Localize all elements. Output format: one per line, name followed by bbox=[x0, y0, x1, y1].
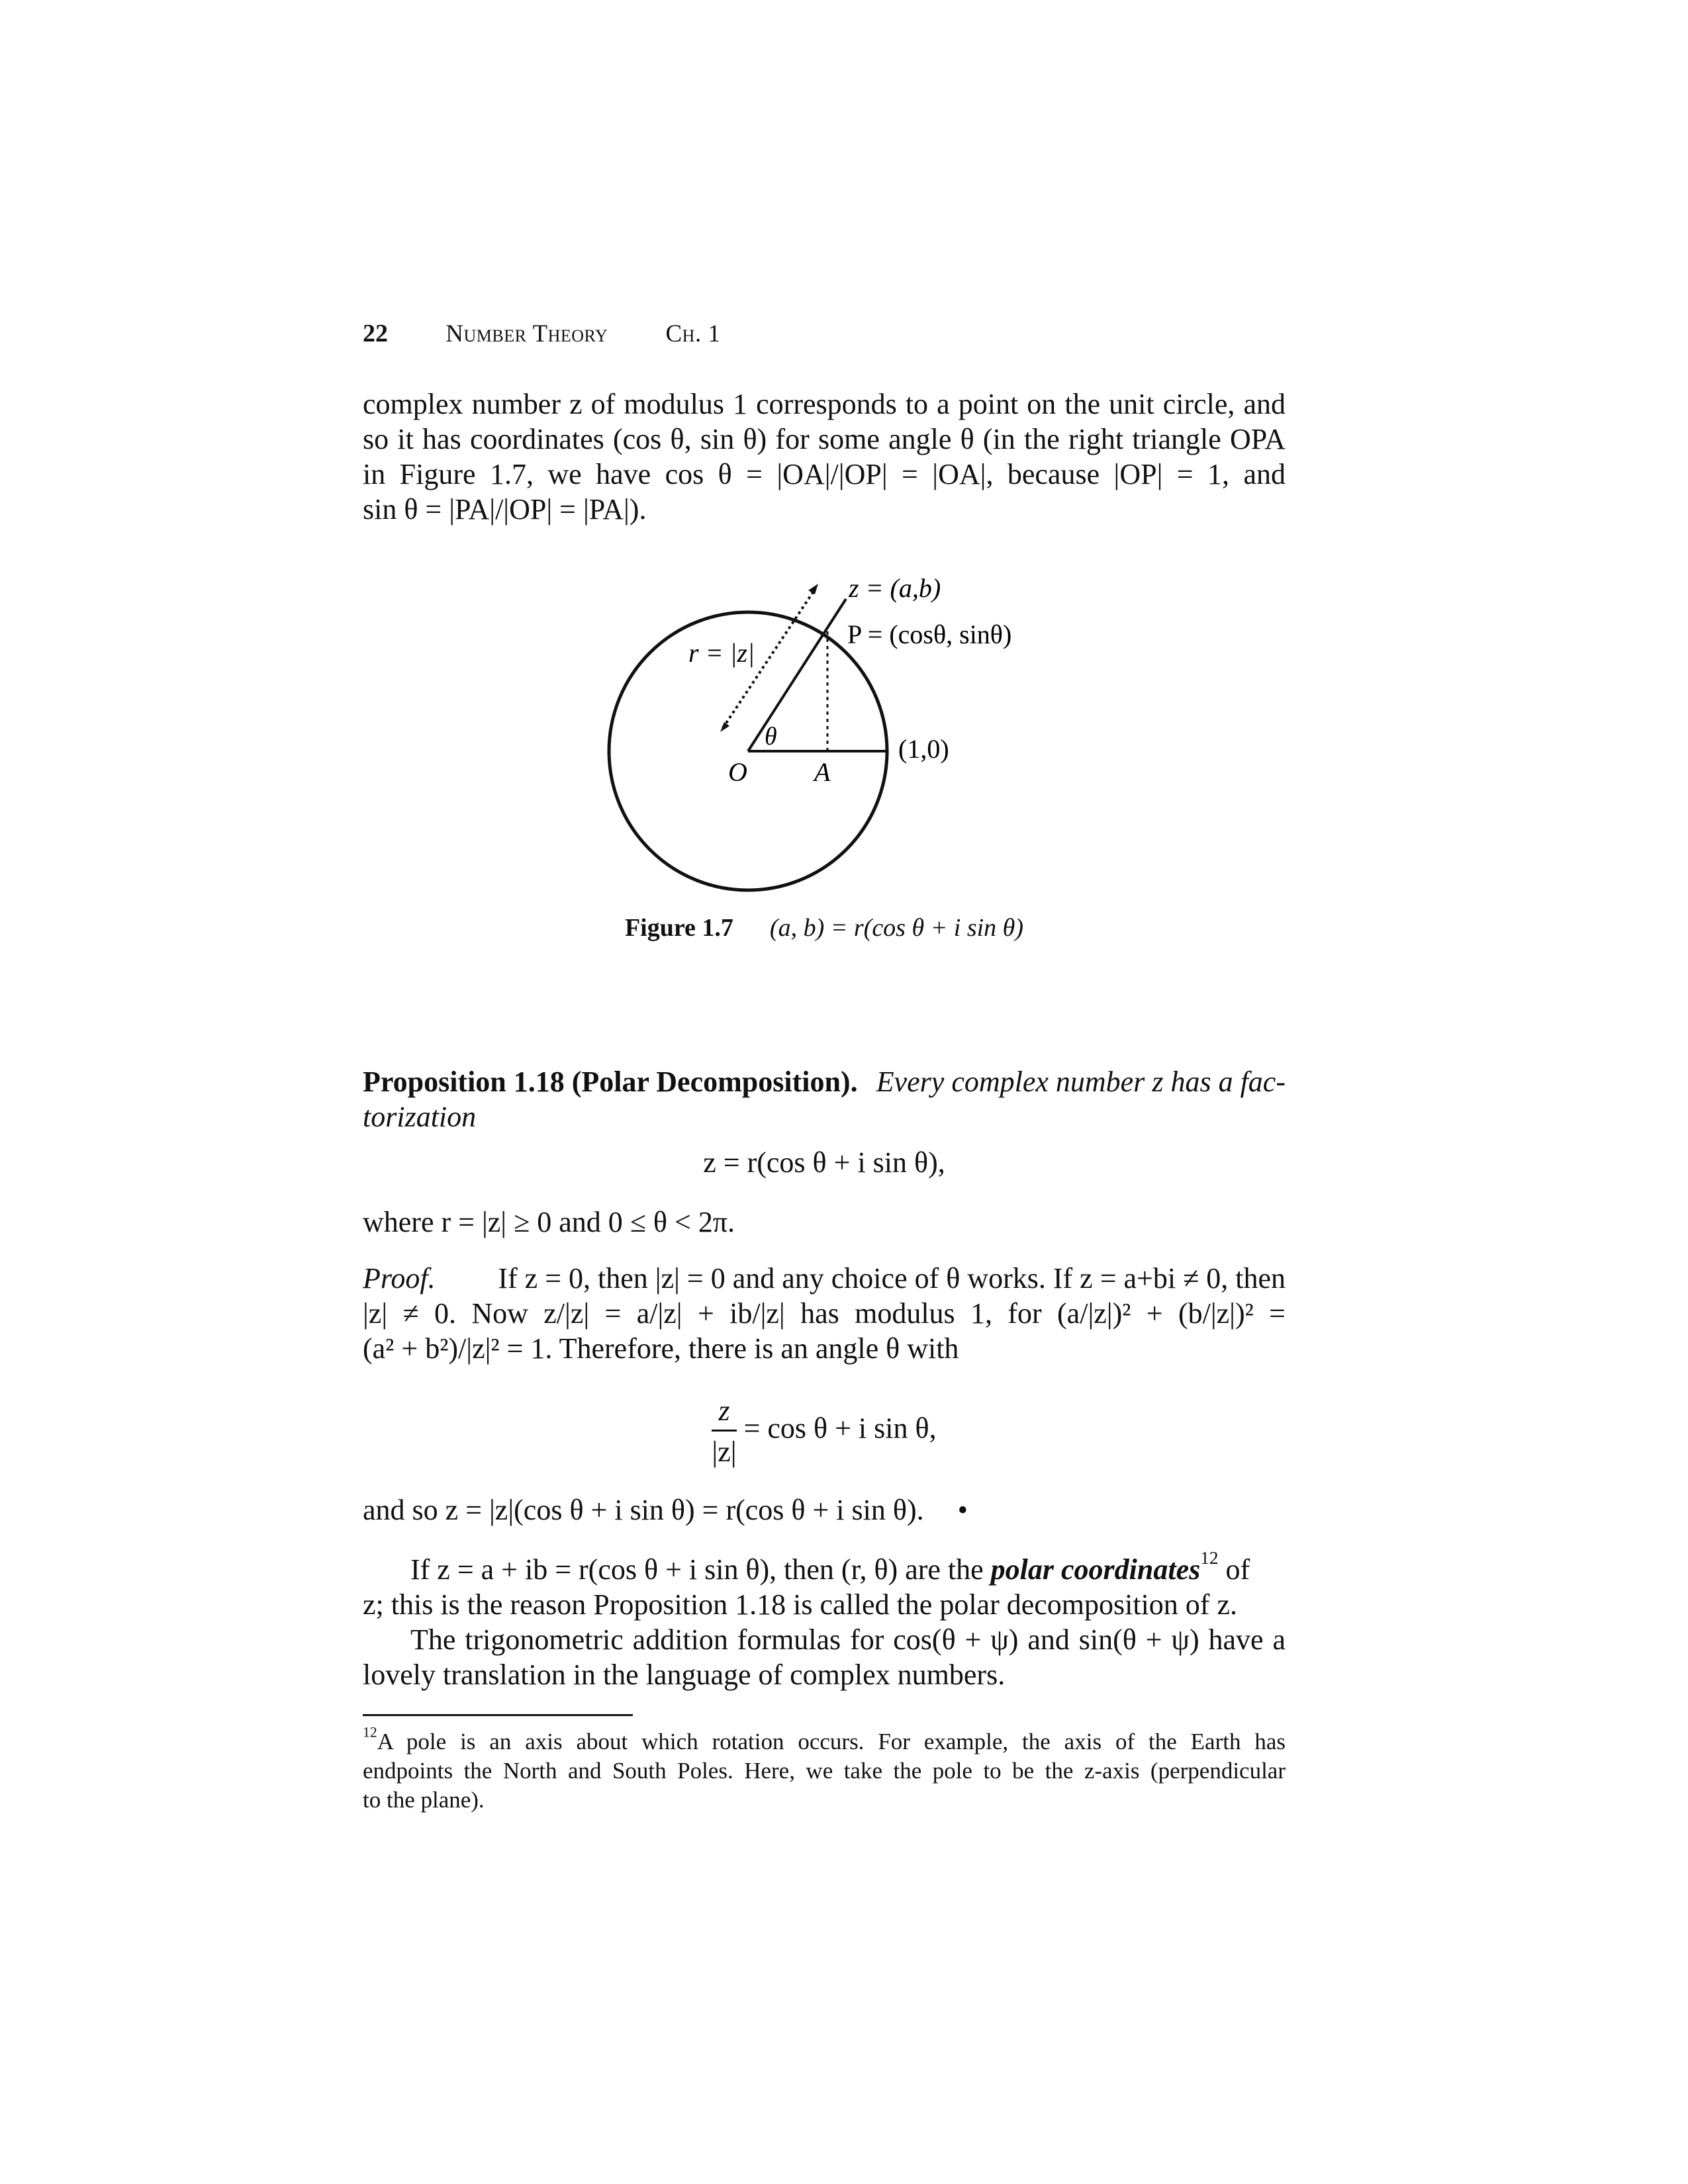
text-line: torization bbox=[363, 1101, 477, 1133]
text-line: complex number z of modulus 1 corresponds to a point on the unit circle, and bbox=[363, 388, 1286, 420]
where-clause: where r = |z| ≥ 0 and 0 ≤ θ < 2π. bbox=[363, 1206, 735, 1238]
intro-paragraph bbox=[363, 387, 1286, 527]
proposition-heading: Proposition 1.18 (Polar Decomposition). bbox=[363, 1066, 858, 1098]
proof-label: Proof. bbox=[363, 1262, 436, 1295]
label-theta: θ bbox=[765, 723, 777, 751]
label-o: O bbox=[728, 757, 747, 787]
text-span: A pole is an axis about which rotation occurs. For example, the axis of the Earth has bbox=[377, 1729, 1286, 1754]
footnote-rule bbox=[363, 1714, 633, 1716]
footnote bbox=[363, 1724, 1286, 1815]
label-r: r = |z| bbox=[688, 638, 755, 668]
text-line: The trigonometric addition formulas for cos(θ + ψ) and sin(θ + ψ) have a bbox=[410, 1623, 1286, 1656]
label-one-zero: (1,0) bbox=[898, 734, 949, 764]
text-line bbox=[363, 1724, 1286, 1756]
text-line: |z| ≠ 0. Now z/|z| = a/|z| + ib/|z| has modulus 1, for (a/|z|)² + (b/|z|)² = bbox=[363, 1297, 1286, 1330]
fraction-numerator: z bbox=[712, 1393, 736, 1432]
text-span: of bbox=[1218, 1553, 1250, 1586]
conclusion-text: and so z = |z|(cos θ + i sin θ) = r(cos θ + i sin θ). bbox=[363, 1494, 924, 1526]
body-paragraph-1 bbox=[363, 1547, 1286, 1622]
qed-mark: • bbox=[957, 1494, 968, 1526]
running-head bbox=[363, 319, 720, 352]
label-z: z = (a,b) bbox=[849, 573, 941, 603]
text-line: endpoints the North and South Poles. Here, we take the pole to be the z-axis (perpendicular bbox=[363, 1758, 1286, 1784]
chapter-label: Ch. 1 bbox=[665, 320, 721, 347]
figure-caption bbox=[363, 913, 1286, 942]
text-line: z; this is the reason Proposition 1.18 is called the polar decomposition of z. bbox=[363, 1588, 1237, 1621]
footnote-number: 12 bbox=[363, 1724, 377, 1741]
fraction-denominator: |z| bbox=[712, 1435, 737, 1468]
footnote-mark[interactable]: 12 bbox=[1200, 1547, 1219, 1568]
caption-formula: (a, b) = r(cos θ + i sin θ) bbox=[769, 914, 1024, 942]
page-number: 22 bbox=[363, 320, 388, 347]
label-a: A bbox=[814, 757, 831, 787]
proposition-statement: Every complex number z has a fac- bbox=[876, 1066, 1286, 1098]
text-line bbox=[363, 1547, 1286, 1587]
text-line: in Figure 1.7, we have cos θ = |OA|/|OP| = |OA|, because |OP| = 1, and bbox=[363, 458, 1286, 490]
fraction bbox=[712, 1393, 736, 1469]
book-title: Number Theory bbox=[445, 320, 608, 347]
fraction-equation bbox=[363, 1393, 1286, 1469]
text-line: (a² + b²)/|z|² = 1. Therefore, there is an angle θ with bbox=[363, 1332, 959, 1365]
display-equation: z = r(cos θ + i sin θ), bbox=[703, 1146, 945, 1179]
defined-term: polar coordinates bbox=[990, 1553, 1201, 1586]
fraction-rhs: = cos θ + i sin θ, bbox=[743, 1412, 937, 1445]
modulus-arrowhead-down bbox=[720, 722, 729, 732]
modulus-arrowhead-up bbox=[808, 584, 818, 594]
unit-circle-figure bbox=[583, 556, 1112, 927]
text-line: sin θ = |PA|/|OP| = |PA|). bbox=[363, 493, 647, 525]
caption-label: Figure 1.7 bbox=[624, 914, 733, 942]
text-line: to the plane). bbox=[363, 1787, 485, 1813]
text-span: If z = a + ib = r(cos θ + i sin θ), then (r, θ) are the bbox=[410, 1553, 991, 1586]
proof-block bbox=[363, 1261, 1286, 1366]
proposition-block bbox=[363, 1064, 1286, 1134]
text-line: so it has coordinates (cos θ, sin θ) for some angle θ (in the right triangle OPA bbox=[363, 423, 1286, 455]
label-p: P = (cosθ, sinθ) bbox=[847, 619, 1012, 649]
text-line: lovely translation in the language of complex numbers. bbox=[363, 1659, 1006, 1691]
text-line: If z = 0, then |z| = 0 and any choice of θ works. If z = a+bi ≠ 0, then bbox=[498, 1262, 1286, 1295]
body-paragraph-2 bbox=[363, 1622, 1286, 1692]
proof-conclusion bbox=[363, 1492, 1286, 1527]
